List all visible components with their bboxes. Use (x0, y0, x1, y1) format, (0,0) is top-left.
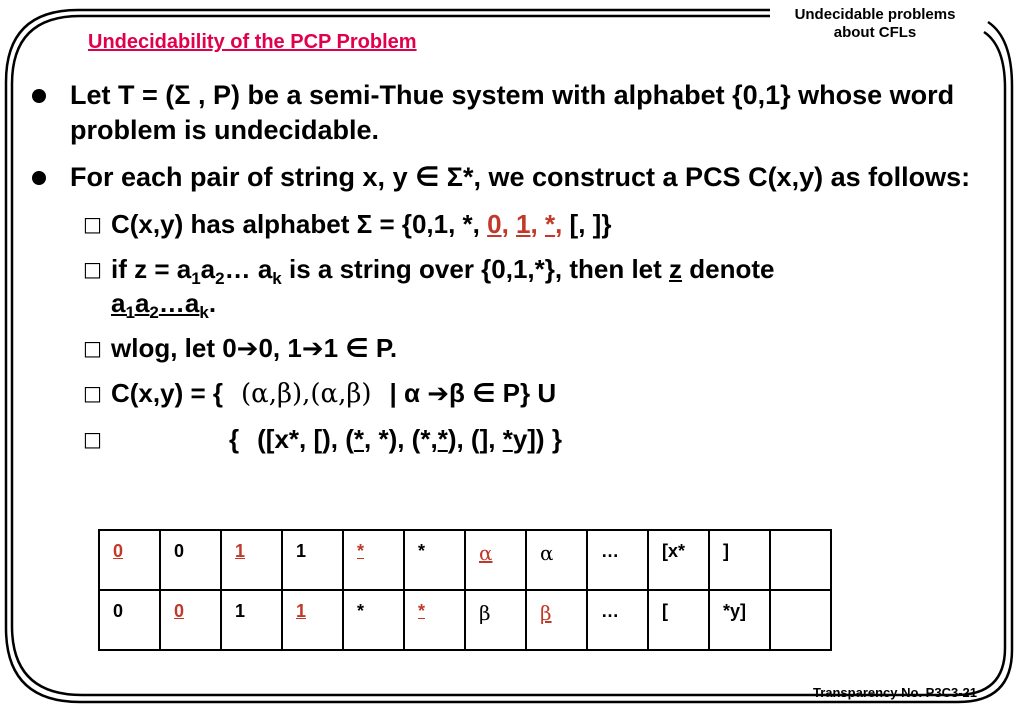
text: C(x,y) = { (111, 378, 223, 408)
table-cell: 0 (99, 530, 160, 590)
table-cell: * (343, 530, 404, 590)
table-row (99, 530, 831, 590)
table-cell: * (404, 590, 465, 650)
slide-title: Undecidability of the PCP Problem (88, 31, 417, 53)
text: a (200, 254, 216, 284)
sub-item-wlog (30, 331, 990, 365)
text: wlog, let 0➔0, 1➔1 ∈ P. (111, 333, 398, 363)
slide-section-label (755, 6, 995, 42)
table-cell: β (526, 590, 587, 650)
pcs-table (98, 529, 832, 651)
table-cell: 1 (221, 590, 282, 650)
subscript: k (272, 269, 282, 288)
table-cell: ] (709, 530, 770, 590)
text: ), (], (447, 424, 503, 454)
comma: , (555, 209, 563, 239)
table-cell: [ (648, 590, 709, 650)
table-cell: * (404, 530, 465, 590)
sub-bullet-icon: □ (83, 257, 102, 281)
table-cell: α (465, 530, 526, 590)
text: { (229, 424, 240, 454)
underlined-one: 1 (516, 209, 531, 239)
text: a (111, 288, 126, 318)
text: … a (224, 254, 273, 284)
table-cell: β (465, 590, 526, 650)
table-cell: … (587, 530, 648, 590)
underlined-string (111, 288, 209, 322)
table-cell: [x* (648, 530, 709, 590)
table-cell: * (343, 590, 404, 650)
text: ([x*, [), ( (257, 424, 354, 454)
bullet-semi-thue (30, 78, 990, 148)
subscript: 2 (149, 303, 159, 322)
text: y]) } (512, 424, 562, 454)
subscript: 1 (125, 303, 135, 322)
table-cell: *y] (709, 590, 770, 650)
subscript: k (199, 303, 209, 322)
slide-content (30, 78, 990, 467)
text: is a string over {0,1,*}, then let (281, 254, 670, 284)
table-cell: 1 (282, 590, 343, 650)
sub-item-underline-def (30, 252, 990, 320)
text: …a (158, 288, 200, 318)
sub-item-pcs-def (30, 376, 990, 411)
table-cell: 1 (282, 530, 343, 590)
bullet-text: Let T = (Σ , P) be a semi-Thue system with alphabet {0,1} whose word problem is undecidable. (70, 80, 955, 145)
slide-footer: Transparency No. P3C3-21 (812, 685, 977, 700)
sub-bullet-icon: □ (83, 381, 102, 405)
text: [, ]} (562, 209, 612, 239)
table-cell: 0 (99, 590, 160, 650)
text: | α ➔β ∈ P} U (389, 378, 557, 408)
bullet-dot-icon (32, 89, 46, 103)
subscript: 1 (191, 269, 201, 288)
underlined-star: * (353, 424, 365, 454)
sub-item-pcs-extra (30, 422, 990, 456)
sub-item-alphabet (30, 207, 990, 241)
text: denote (682, 254, 775, 284)
text: if z = a (111, 254, 192, 284)
text: a (134, 288, 150, 318)
text: C(x,y) has alphabet Σ = {0,1, *, (111, 209, 488, 239)
underlined-star: * (544, 209, 556, 239)
table-cell (770, 590, 831, 650)
table-row (99, 590, 831, 650)
underlined-star: * (437, 424, 448, 454)
sub-bullet-icon: □ (83, 336, 102, 360)
table-cell: 1 (221, 530, 282, 590)
table-cell (770, 530, 831, 590)
underlined-z: z (669, 254, 683, 284)
text: , *), (*, (364, 424, 438, 454)
greek-pairs: (α,β),(α,β) (241, 379, 372, 409)
bullet-construct-pcs (30, 160, 990, 195)
underlined-star: * (502, 424, 513, 454)
table-cell: 0 (160, 530, 221, 590)
table-cell: … (587, 590, 648, 650)
subscript: 2 (215, 269, 225, 288)
comma: , (501, 209, 517, 239)
underlined-zero: 0 (487, 209, 502, 239)
sub-bullet-icon: □ (83, 427, 102, 451)
text: . (208, 288, 217, 318)
comma: , (530, 209, 545, 239)
bullet-text: For each pair of string x, y ∈ Σ*, we construct a PCS C(x,y) as follows: (70, 162, 971, 192)
bullet-dot-icon (32, 171, 46, 185)
section-label-line2: about CFLs (833, 24, 917, 41)
table-cell: 0 (160, 590, 221, 650)
section-label-line1: Undecidable problems (794, 6, 956, 23)
table-cell: α (526, 530, 587, 590)
sub-bullet-icon: □ (83, 212, 102, 236)
